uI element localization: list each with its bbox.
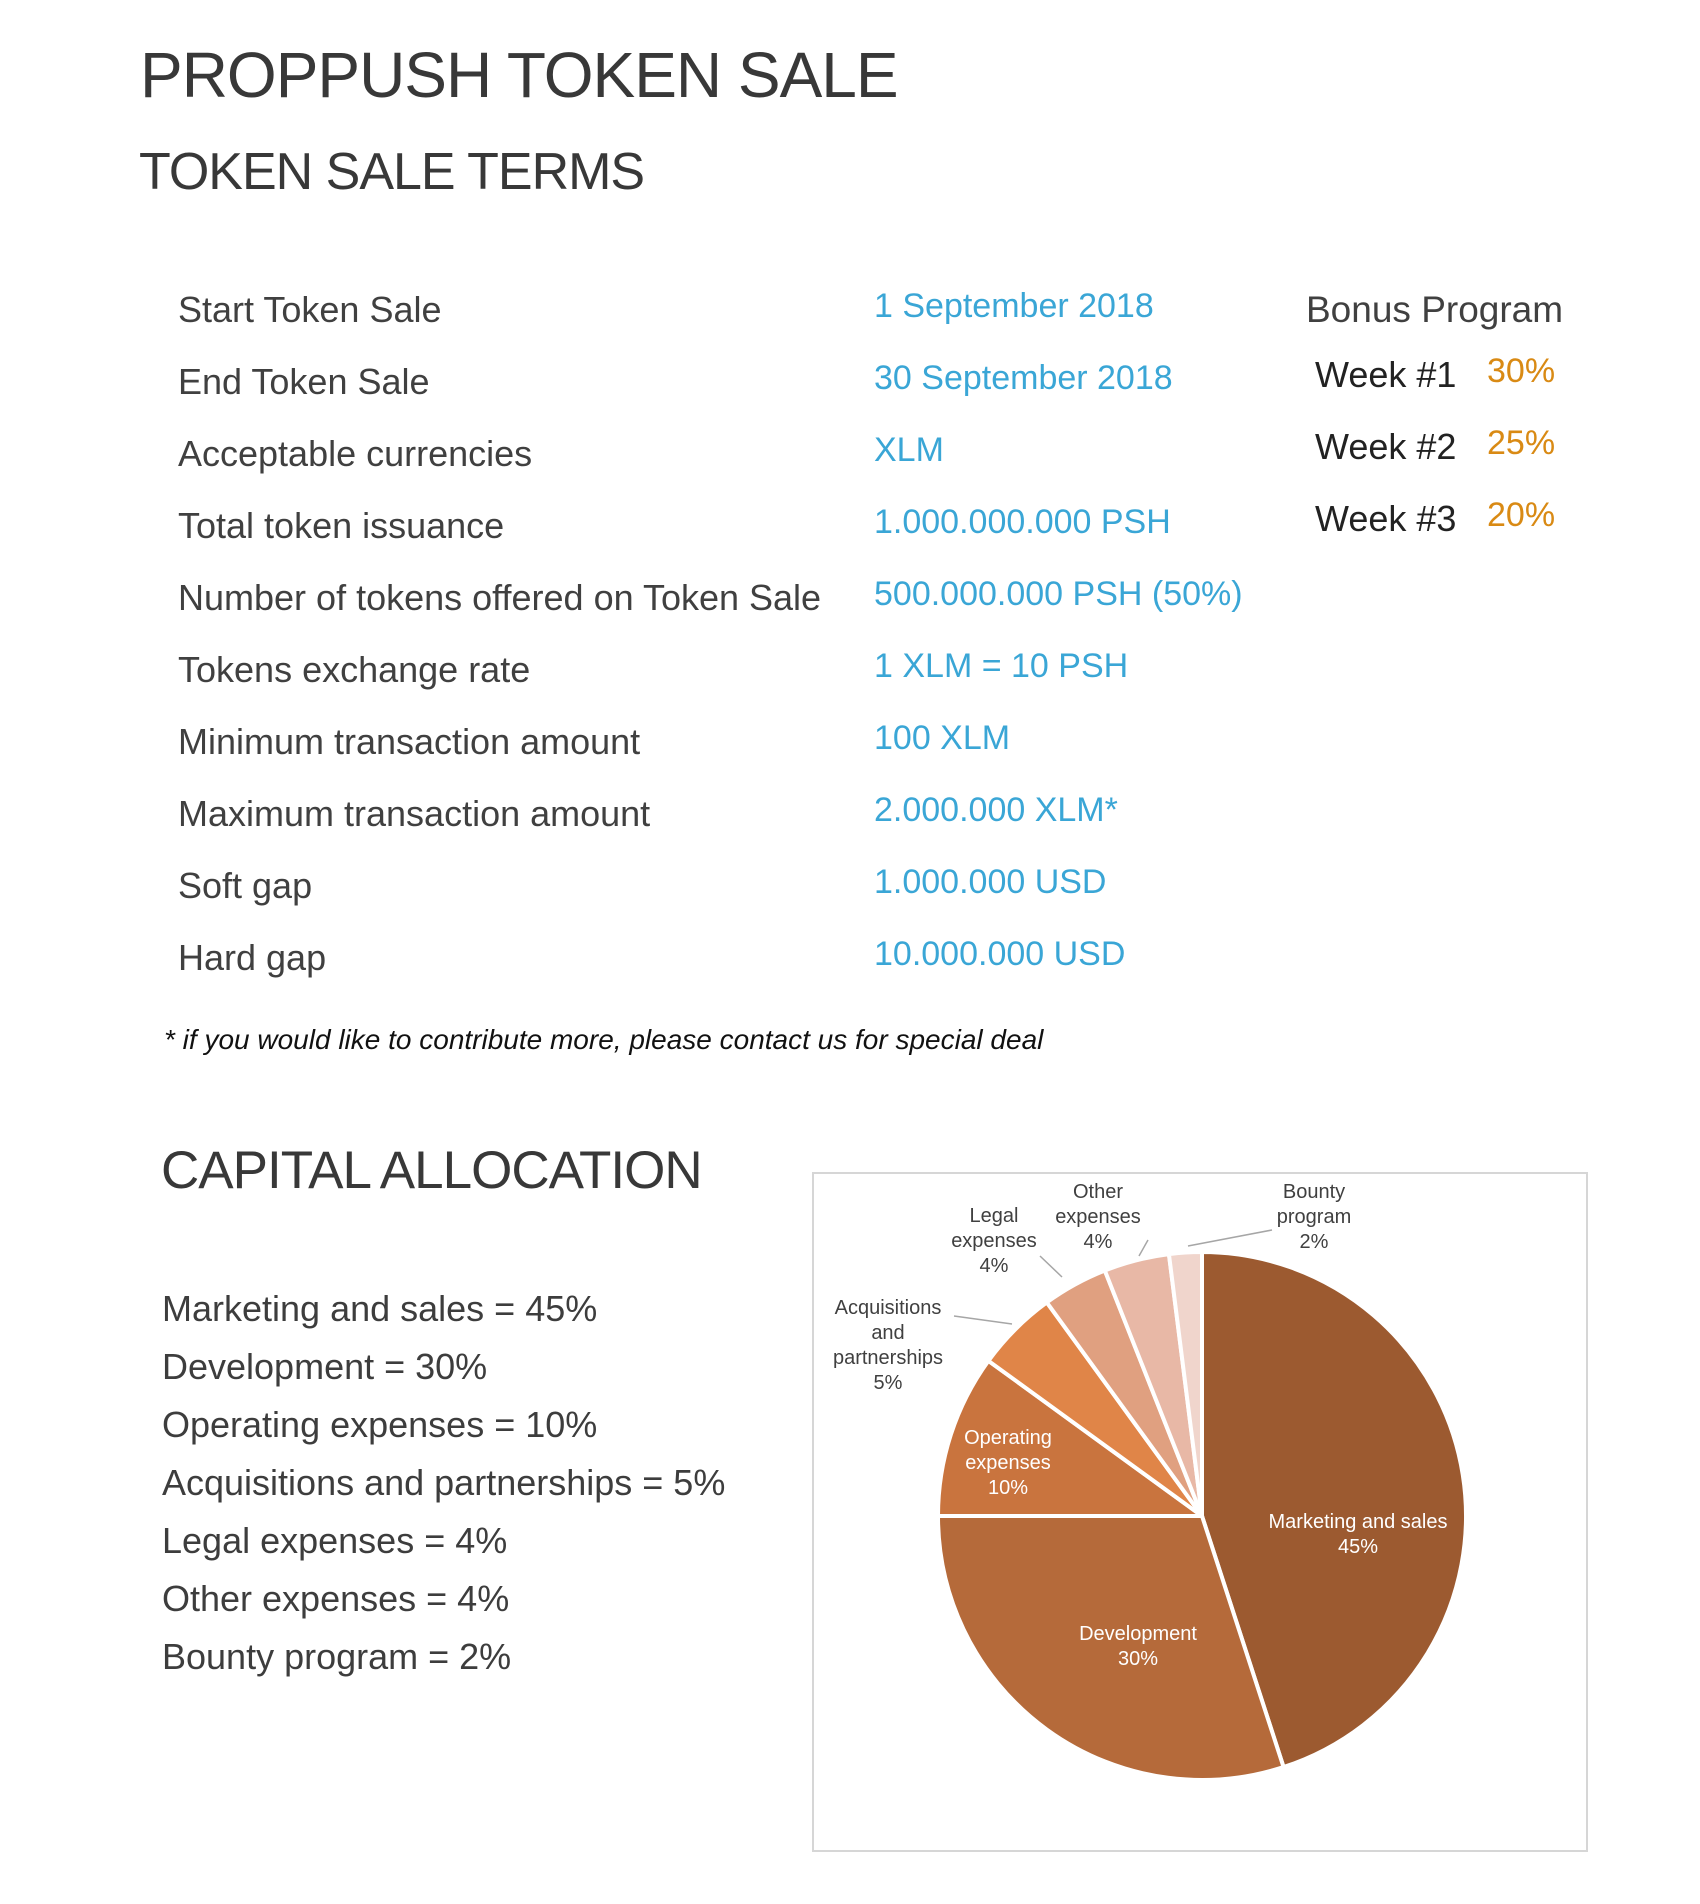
slice-label: Operating expenses 10% (964, 1427, 1052, 1499)
term-row (178, 928, 1278, 1000)
allocation-item: Marketing and sales = 45% (162, 1288, 598, 1329)
term-row (178, 640, 1278, 712)
term-row (178, 856, 1278, 928)
slice-callout-label: Acquisitions and partnerships 5% (832, 1297, 944, 1394)
term-value: 500.000.000 PSH (50%) (874, 575, 1243, 613)
bonus-program (1306, 280, 1606, 568)
bonus-percent: 20% (1487, 496, 1556, 534)
term-label: Tokens exchange rate (178, 649, 531, 690)
leader-line (954, 1316, 1012, 1324)
slice-callout-label: Legal expenses 4% (951, 1205, 1037, 1277)
allocation-pie-chart (812, 1172, 1588, 1852)
term-value: 2.000.000 XLM* (874, 791, 1118, 829)
term-label: Hard gap (178, 937, 327, 978)
bonus-percent: 30% (1487, 352, 1556, 390)
allocation-item: Operating expenses = 10% (162, 1404, 598, 1445)
term-label: Total token issuance (178, 505, 505, 546)
term-row (178, 424, 1278, 496)
term-label: Acceptable currencies (178, 433, 533, 474)
bonus-row (1306, 424, 1606, 496)
bonus-week: Week #2 (1315, 426, 1457, 467)
term-label: Maximum transaction amount (178, 793, 651, 834)
section-title-terms: TOKEN SALE TERMS (139, 143, 645, 201)
term-value: 100 XLM (874, 719, 1011, 757)
allocation-item: Other expenses = 4% (162, 1578, 510, 1619)
terms-table (178, 280, 1278, 1000)
term-row (178, 496, 1278, 568)
term-label: Start Token Sale (178, 289, 442, 330)
slice-label: Marketing and sales 45% (1268, 1511, 1448, 1558)
term-label: Soft gap (178, 865, 313, 906)
pie-svg (814, 1174, 1590, 1854)
term-value: 30 September 2018 (874, 359, 1173, 397)
term-value: XLM (874, 431, 944, 469)
term-label: End Token Sale (178, 361, 430, 402)
term-label: Number of tokens offered on Token Sale (178, 577, 822, 618)
leader-line (1188, 1230, 1272, 1246)
allocation-item: Acquisitions and partnerships = 5% (162, 1462, 726, 1503)
term-value: 1.000.000 USD (874, 863, 1107, 901)
bonus-title: Bonus Program (1306, 289, 1564, 330)
bonus-row (1306, 496, 1606, 568)
allocation-item: Development = 30% (162, 1346, 488, 1387)
allocation-item: Legal expenses = 4% (162, 1520, 508, 1561)
term-label: Minimum transaction amount (178, 721, 641, 762)
term-row (178, 280, 1278, 352)
footnote: * if you would like to contribute more, please contact us for special deal (164, 1024, 1044, 1055)
term-value: 10.000.000 USD (874, 935, 1126, 973)
section-title-allocation: CAPITAL ALLOCATION (161, 1141, 702, 1200)
term-row (178, 784, 1278, 856)
page-title: PROPPUSH TOKEN SALE (140, 39, 898, 111)
leader-line (1040, 1256, 1062, 1277)
slice-callout-label: Bounty program 2% (1276, 1181, 1352, 1253)
allocation-item: Bounty program = 2% (162, 1636, 512, 1677)
term-value: 1 September 2018 (874, 287, 1154, 325)
bonus-week: Week #1 (1315, 354, 1457, 395)
term-row (178, 712, 1278, 784)
allocation-list (162, 1280, 725, 1686)
term-row (178, 568, 1278, 640)
slice-label: Development 30% (1079, 1623, 1197, 1670)
term-value: 1.000.000.000 PSH (874, 503, 1171, 541)
bonus-row (1306, 352, 1606, 424)
bonus-percent: 25% (1487, 424, 1556, 462)
term-row (178, 352, 1278, 424)
slice-callout-label: Other expenses 4% (1055, 1181, 1141, 1253)
bonus-week: Week #3 (1315, 498, 1457, 539)
term-value: 1 XLM = 10 PSH (874, 647, 1129, 685)
leader-line (1139, 1240, 1148, 1256)
